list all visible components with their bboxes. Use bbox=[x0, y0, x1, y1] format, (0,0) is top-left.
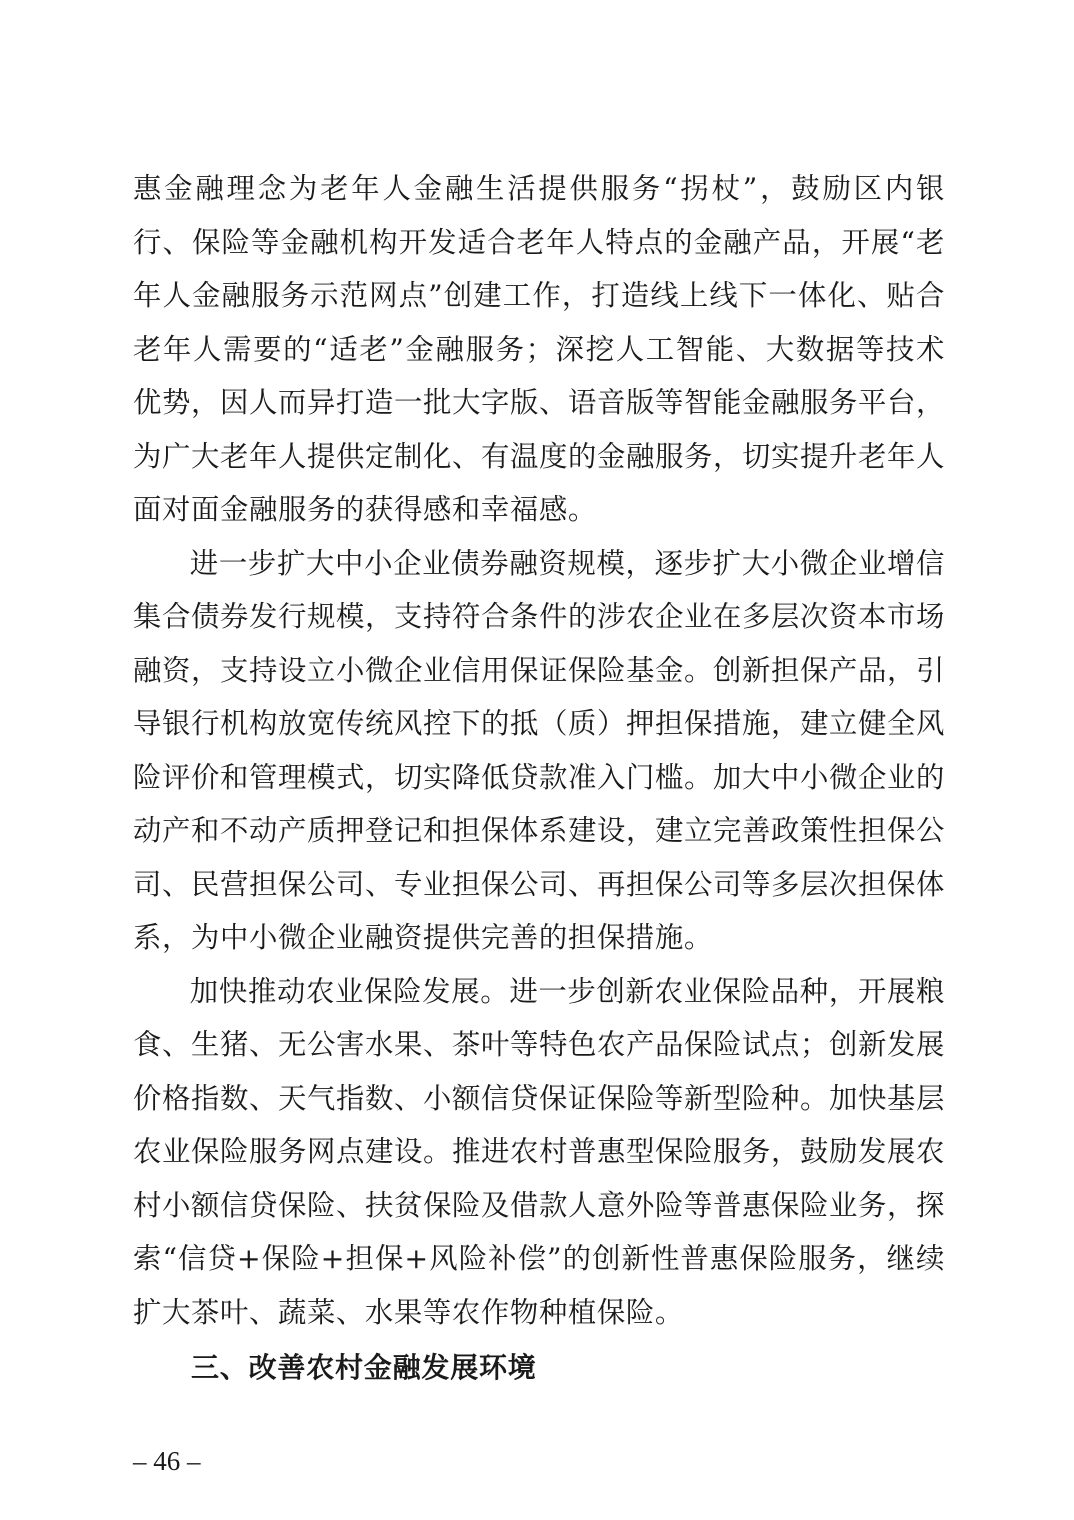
paragraph-agricultural-insurance: 加快推动农业保险发展。进一步创新农业保险品种，开展粮食、生猪、无公害水果、茶叶等特色农产品保险试点；创新发展价格指数、天气指数、小额信贷保证保险等新型险种。加快基层农业保险服务网点建设。推进农村普惠型保险服务，鼓励发展农村小额信贷保险、扶贫保险及借款人意外险等普惠保险业务，探索“信贷+保险+担保+风险补偿”的创新性普惠保险服务，继续扩大茶叶、蔬菜、水果等农作物种植保险。 bbox=[133, 974, 945, 1329]
document-body bbox=[133, 162, 945, 1397]
paragraph-continued: 惠金融理念为老年人金融生活提供服务“拐杖”，鼓励区内银行、保险等金融机构开发适合老年人特点的金融产品，开展“老年人金融服务示范网点”创建工作，打造线上线下一体化、贴合老年人需要的“适老”金融服务；深挖人工智能、大数据等技术优势，因人而异打造一批大字版、语音版等智能金融服务平台，为广大老年人提供定制化、有温度的金融服务，切实提升老年人面对面金融服务的获得感和幸福感。 bbox=[133, 172, 945, 526]
paragraph-sme-financing: 进一步扩大中小企业债券融资规模，逐步扩大小微企业增信集合债券发行规模，支持符合条件的涉农企业在多层次资本市场融资，支持设立小微企业信用保证保险基金。创新担保产品，引导银行机构放宽传统风控下的抵（质）押担保措施，建立健全风险评价和管理模式，切实降低贷款准入门槛。加大中小微企业的动产和不动产质押登记和担保体系建设，建立完善政策性担保公司、民营担保公司、专业担保公司、再担保公司等多层次担保体系，为中小微企业融资提供完善的担保措施。 bbox=[133, 546, 945, 954]
section-heading: 三、改善农村金融发展环境 bbox=[191, 1351, 537, 1384]
page-number: – 46 – bbox=[133, 1446, 201, 1476]
